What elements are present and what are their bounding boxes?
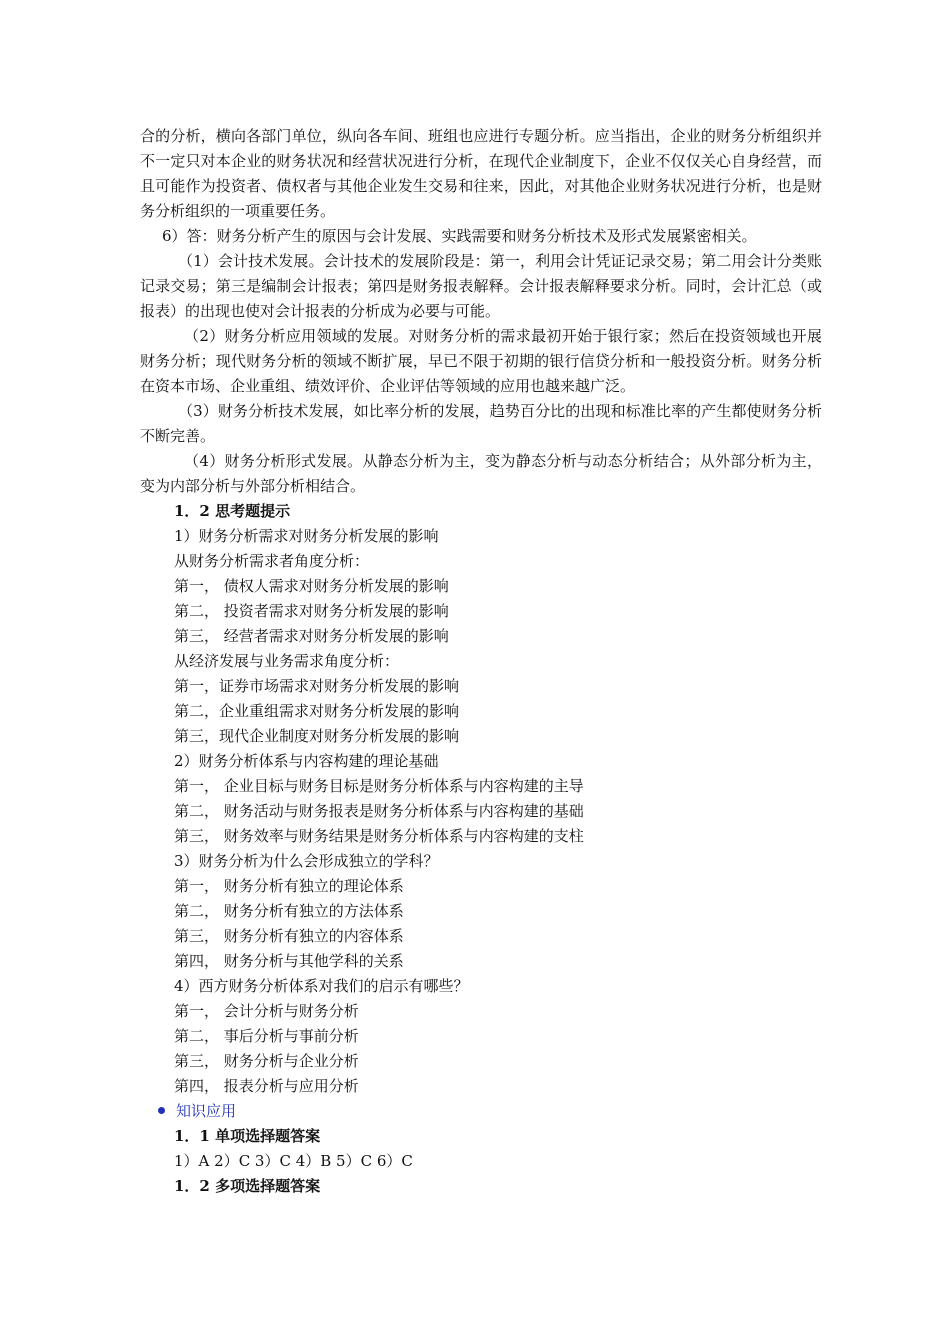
section-heading-single-choice: 1．1 单项选择题答案 [174,1127,321,1145]
list-item: 1）财务分析需求对财务分析发展的影响 [174,527,439,545]
paragraph-analysis-form: （4）财务分析形式发展。从静态分析为主，变为静态分析与动态分析结合；从外部分析为主，变为内部分析与外部分析相结合。 [140,452,822,495]
bullet-dot-icon [158,1107,165,1114]
list-item: 第一， 企业目标与财务目标是财务分析体系与内容构建的主导 [174,777,584,795]
list-item: 第三， 财务分析有独立的内容体系 [174,927,404,945]
paragraph-answer-6: 6）答：财务分析产生的原因与会计发展、实践需要和财务分析技术及形式发展紧密相关。 [162,227,757,245]
knowledge-bullet-label: 知识应用 [176,1102,237,1120]
list-item: 第二，企业重组需求对财务分析发展的影响 [174,702,460,720]
knowledge-bullet [140,1099,822,1124]
list-item: 第一， 财务分析有独立的理论体系 [174,877,404,895]
list-item: 第一，证券市场需求对财务分析发展的影响 [174,677,460,695]
list-item: 第二， 事后分析与事前分析 [174,1027,359,1045]
list-item: 第二， 投资者需求对财务分析发展的影响 [174,602,449,620]
section-heading-multi-choice: 1．2 多项选择题答案 [174,1177,321,1195]
list-item: 第二， 财务分析有独立的方法体系 [174,902,404,920]
section-heading-thinking: 1．2 思考题提示 [174,502,291,520]
list-item: 第三， 经营者需求对财务分析发展的影响 [174,627,449,645]
list-item: 第三， 财务分析与企业分析 [174,1052,359,1070]
list-item: 第四， 财务分析与其他学科的关系 [174,952,404,970]
list-item: 第一， 会计分析与财务分析 [174,1002,359,1020]
list-item: 4）西方财务分析体系对我们的启示有哪些？ [174,977,469,995]
list-item: 2）财务分析体系与内容构建的理论基础 [174,752,439,770]
list-item: 第二， 财务活动与财务报表是财务分析体系与内容构建的基础 [174,802,584,820]
paragraph-analysis-tech: （3）财务分析技术发展，如比率分析的发展，趋势百分比的出现和标准比率的产生都使财务分析不断完善。 [140,402,822,445]
paragraph-continuation: 合的分析，横向各部门单位，纵向各车间、班组也应进行专题分析。应当指出，企业的财务分析组织并不一定只对本企业的财务状况和经营状况进行分析，在现代企业制度下，企业不仅仅关心自身经营，而且可能作为投资者、债权者与其他企业发生交易和往来，因此，对其他企业财务状况进行分析，也是财务分析组织的一项重要任务。 [140,127,822,220]
list-item: 第四， 报表分析与应用分析 [174,1077,359,1095]
list-item: 从财务分析需求者角度分析： [174,552,370,570]
list-item: 第三，现代企业制度对财务分析发展的影响 [174,727,460,745]
paragraph-accounting-tech: （1）会计技术发展。会计技术的发展阶段是：第一，利用会计凭证记录交易；第二用会计分类账记录交易；第三是编制会计报表；第四是财务报表解释。会计报表解释要求分析。同时，会计汇总（或报表）的出现也使对会计报表的分析成为必要与可能。 [140,252,822,320]
list-item: 3）财务分析为什么会形成独立的学科？ [174,852,439,870]
list-item: 第一， 债权人需求对财务分析发展的影响 [174,577,449,595]
list-item: 从经济发展与业务需求角度分析： [174,652,400,670]
document-page [140,124,822,1199]
list-item: 第三， 财务效率与财务结果是财务分析体系与内容构建的支柱 [174,827,584,845]
single-choice-answers: 1）A 2）C 3）C 4）B 5）C 6）C [174,1152,413,1170]
paragraph-application-field: （2）财务分析应用领域的发展。对财务分析的需求最初开始于银行家；然后在投资领域也开展财务分析；现代财务分析的领域不断扩展，早已不限于初期的银行信贷分析和一般投资分析。财务分析在资本市场、企业重组、绩效评价、企业评估等领域的应用也越来越广泛。 [140,327,822,395]
